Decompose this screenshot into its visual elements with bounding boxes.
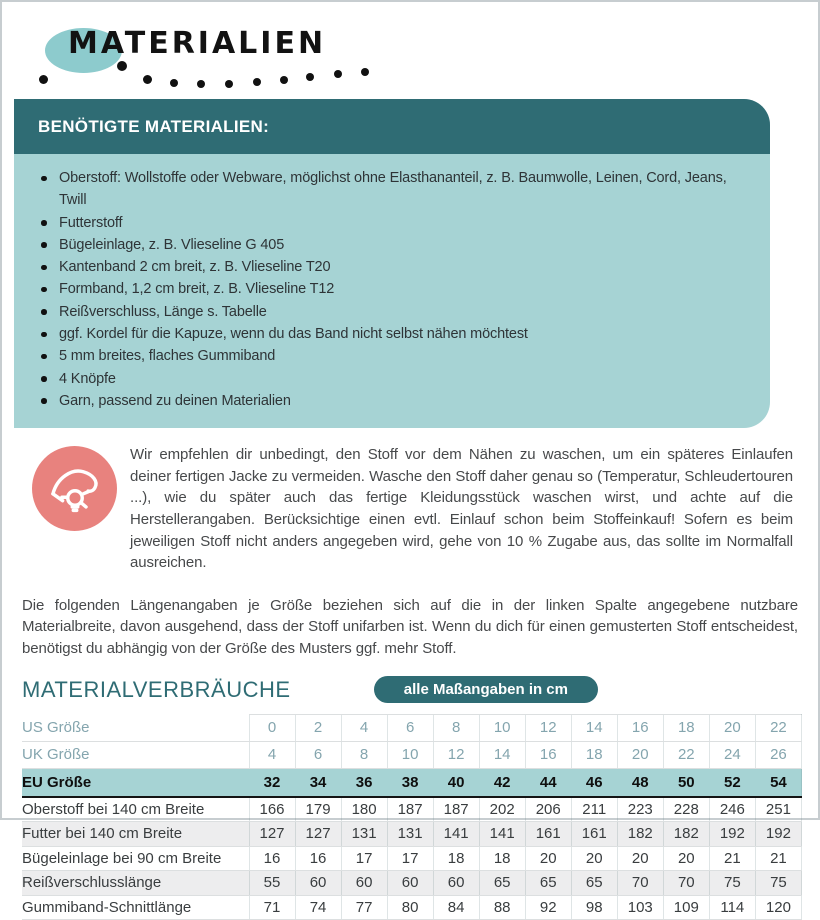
material-list-item: Futterstoff [38, 212, 750, 234]
material-value-cell: 187 [387, 797, 433, 822]
size-value-cell: 4 [341, 714, 387, 741]
material-value-cell: 21 [709, 846, 755, 871]
material-value-cell: 20 [525, 846, 571, 871]
decorative-dot [280, 76, 288, 84]
size-value-cell: 6 [387, 714, 433, 741]
material-value-cell: 20 [663, 846, 709, 871]
material-list-item: ggf. Kordel für die Kapuze, wenn du das Band nicht selbst nähen möchtest [38, 323, 750, 345]
required-materials-box [14, 99, 770, 428]
units-badge: alle Maßangaben in cm [374, 676, 598, 703]
washing-tip [32, 444, 793, 574]
size-value-cell: 22 [663, 741, 709, 768]
size-value-cell: 44 [525, 768, 571, 797]
size-value-cell: 52 [709, 768, 755, 797]
material-row-label: Futter bei 140 cm Breite [22, 822, 249, 847]
material-value-cell: 65 [525, 871, 571, 896]
material-value-cell: 103 [617, 895, 663, 920]
material-value-cell: 120 [755, 895, 801, 920]
material-list-item: Bügeleinlage, z. B. Vlieseline G 405 [38, 234, 750, 256]
size-value-cell: 4 [249, 741, 295, 768]
material-value-cell: 16 [295, 846, 341, 871]
size-value-cell: 24 [709, 741, 755, 768]
material-value-cell: 18 [479, 846, 525, 871]
material-value-cell: 65 [479, 871, 525, 896]
material-value-cell: 65 [571, 871, 617, 896]
decorative-dot [361, 68, 369, 76]
required-materials-header [14, 99, 770, 154]
decorative-dot [39, 75, 48, 84]
size-value-cell: 14 [479, 741, 525, 768]
material-value-cell: 21 [755, 846, 801, 871]
material-value-cell: 74 [295, 895, 341, 920]
material-value-cell: 84 [433, 895, 479, 920]
decorative-dot [117, 61, 127, 71]
material-value-cell: 141 [433, 822, 479, 847]
size-row-label: US Größe [22, 714, 249, 741]
decorative-dot [197, 80, 205, 88]
size-value-cell: 34 [295, 768, 341, 797]
size-value-cell: 42 [479, 768, 525, 797]
size-value-cell: 10 [387, 741, 433, 768]
material-value-cell: 20 [617, 846, 663, 871]
page-title: MATERIALIEN [68, 26, 327, 61]
idea-lightbulb-icon [32, 446, 117, 531]
material-value-cell: 60 [295, 871, 341, 896]
size-value-cell: 40 [433, 768, 479, 797]
material-row-label: Reißverschlusslänge [22, 871, 249, 896]
size-value-cell: 20 [617, 741, 663, 768]
decorative-dot [306, 73, 314, 81]
size-value-cell: 12 [433, 741, 479, 768]
material-value-cell: 131 [341, 822, 387, 847]
material-value-cell: 60 [387, 871, 433, 896]
material-value-cell: 202 [479, 797, 525, 822]
decorative-dot [334, 70, 342, 78]
size-value-cell: 26 [755, 741, 801, 768]
table-row [22, 871, 802, 896]
material-list-item: Formband, 1,2 cm breit, z. B. Vlieseline T12 [38, 278, 750, 300]
material-list-item: Garn, passend zu deinen Materialien [38, 390, 750, 412]
material-value-cell: 166 [249, 797, 295, 822]
size-row-label: EU Größe [22, 768, 249, 797]
material-value-cell: 70 [617, 871, 663, 896]
decorative-dot [225, 80, 233, 88]
material-value-cell: 17 [341, 846, 387, 871]
material-list-item: Kantenband 2 cm breit, z. B. Vlieseline T20 [38, 256, 750, 278]
size-value-cell: 36 [341, 768, 387, 797]
size-value-cell: 22 [755, 714, 801, 741]
material-value-cell: 55 [249, 871, 295, 896]
title-band [2, 2, 818, 99]
size-value-cell: 14 [571, 714, 617, 741]
intro-paragraph: Die folgenden Längenangaben je Größe beziehen sich auf die in der linken Spalte angegebene nutzbare Materialbreite, davon ausgehend, dass der Stoff unifarben ist. Wenn du dich für einen gemusterten Stoff entscheidest, benötigst du abhängig von der Größe des Musters ggf. mehr Stoff. [22, 596, 798, 658]
material-value-cell: 75 [709, 871, 755, 896]
material-row-label: Oberstoff bei 140 cm Breite [22, 797, 249, 822]
size-value-cell: 10 [479, 714, 525, 741]
size-value-cell: 54 [755, 768, 801, 797]
material-value-cell: 187 [433, 797, 479, 822]
material-value-cell: 114 [709, 895, 755, 920]
material-value-cell: 131 [387, 822, 433, 847]
table-row [22, 768, 802, 797]
size-value-cell: 16 [617, 714, 663, 741]
size-value-cell: 46 [571, 768, 617, 797]
material-list-item: Oberstoff: Wollstoffe oder Webware, möglichst ohne Elasthananteil, z. B. Baumwolle, Leinen, Cord, Jeans, Twill [38, 167, 750, 212]
material-value-cell: 60 [341, 871, 387, 896]
material-value-cell: 17 [387, 846, 433, 871]
size-value-cell: 2 [295, 714, 341, 741]
size-value-cell: 48 [617, 768, 663, 797]
material-value-cell: 92 [525, 895, 571, 920]
decorative-dot [143, 75, 152, 84]
size-value-cell: 8 [433, 714, 479, 741]
material-value-cell: 98 [571, 895, 617, 920]
table-row [22, 741, 802, 768]
size-value-cell: 32 [249, 768, 295, 797]
material-value-cell: 161 [525, 822, 571, 847]
material-value-cell: 109 [663, 895, 709, 920]
material-value-cell: 211 [571, 797, 617, 822]
material-list-item: Reißverschluss, Länge s. Tabelle [38, 301, 750, 323]
material-value-cell: 16 [249, 846, 295, 871]
material-consumption-table [22, 714, 802, 920]
material-value-cell: 75 [755, 871, 801, 896]
table-row [22, 822, 802, 847]
material-list-item: 4 Knöpfe [38, 368, 750, 390]
size-value-cell: 50 [663, 768, 709, 797]
decorative-dot [170, 79, 178, 87]
material-value-cell: 192 [709, 822, 755, 847]
required-materials-title: BENÖTIGTE MATERIALIEN: [38, 116, 270, 136]
material-value-cell: 20 [571, 846, 617, 871]
material-value-cell: 77 [341, 895, 387, 920]
material-value-cell: 179 [295, 797, 341, 822]
material-row-label: Gummiband-Schnittlänge [22, 895, 249, 920]
material-value-cell: 223 [617, 797, 663, 822]
size-row-label: UK Größe [22, 741, 249, 768]
decorative-dot [253, 78, 261, 86]
material-value-cell: 246 [709, 797, 755, 822]
material-value-cell: 192 [755, 822, 801, 847]
size-value-cell: 18 [663, 714, 709, 741]
size-value-cell: 12 [525, 714, 571, 741]
material-value-cell: 88 [479, 895, 525, 920]
material-value-cell: 180 [341, 797, 387, 822]
material-value-cell: 127 [295, 822, 341, 847]
table-row [22, 895, 802, 920]
size-value-cell: 8 [341, 741, 387, 768]
consumption-heading: MATERIALVERBRÄUCHE [22, 676, 291, 702]
material-value-cell: 127 [249, 822, 295, 847]
material-value-cell: 228 [663, 797, 709, 822]
size-value-cell: 20 [709, 714, 755, 741]
materials-list [14, 154, 770, 428]
size-value-cell: 6 [295, 741, 341, 768]
consumption-heading-row [22, 675, 798, 705]
material-value-cell: 206 [525, 797, 571, 822]
material-value-cell: 182 [617, 822, 663, 847]
material-value-cell: 182 [663, 822, 709, 847]
material-value-cell: 161 [571, 822, 617, 847]
size-value-cell: 16 [525, 741, 571, 768]
material-list-item: 5 mm breites, flaches Gummiband [38, 345, 750, 367]
material-value-cell: 70 [663, 871, 709, 896]
material-value-cell: 251 [755, 797, 801, 822]
material-value-cell: 71 [249, 895, 295, 920]
table-row [22, 714, 802, 741]
material-value-cell: 141 [479, 822, 525, 847]
size-value-cell: 38 [387, 768, 433, 797]
material-row-label: Bügeleinlage bei 90 cm Breite [22, 846, 249, 871]
size-value-cell: 18 [571, 741, 617, 768]
material-value-cell: 18 [433, 846, 479, 871]
material-value-cell: 80 [387, 895, 433, 920]
table-row [22, 846, 802, 871]
washing-tip-text: Wir empfehlen dir unbedingt, den Stoff vor dem Nähen zu waschen, um ein späteres Einlaufen deiner fertigen Jacke zu vermeiden. Wasche den Stoff daher genau so (Temperatur, Schleudertouren ...), wie du später auch das fertige Kleidungsstück waschen wirst, und achte auf die Herstellerangaben. Berücksichtige einen evtl. Einlauf schon beim Stoffeinkauf! Sofern es beim jeweiligen Stoff nicht anders angegeben wird, gehe von 10 % Zugabe aus, das sollte im Normalfall ausreichen. [130, 446, 793, 572]
material-value-cell: 60 [433, 871, 479, 896]
table-row [22, 797, 802, 822]
size-value-cell: 0 [249, 714, 295, 741]
